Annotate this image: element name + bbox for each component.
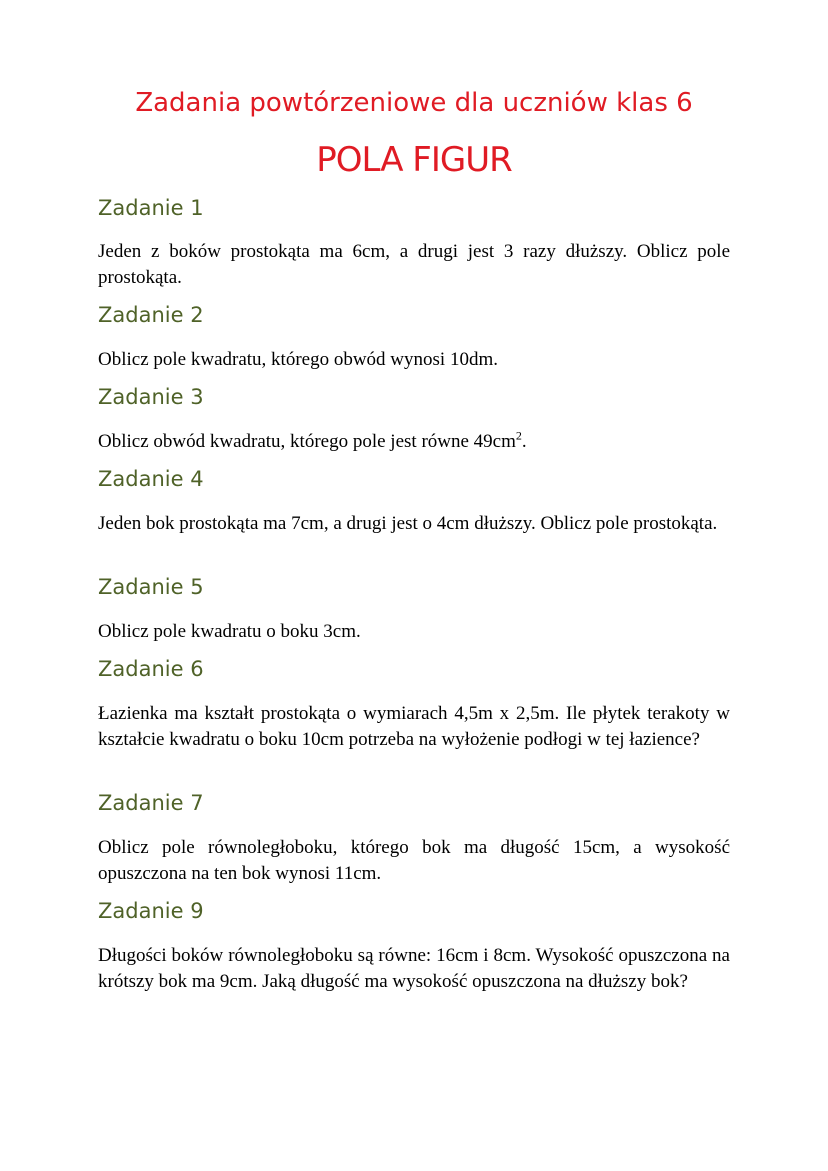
task-heading-1: Zadanie 1 [98, 196, 204, 220]
task-text-9: Długości boków równoległoboku są równe: 16cm i 8cm. Wysokość opuszczona na krótszy bok ma 9cm. Jaką długość ma wysokość opuszczona na dłuższy bok? [98, 945, 730, 992]
task-text-7: Oblicz pole równoległoboku, którego bok ma długość 15cm, a wysokość opuszczona na ten bok wynosi 11cm. [98, 837, 730, 884]
task-text-5: Oblicz pole kwadratu o boku 3cm. [98, 621, 361, 642]
task-heading-3: Zadanie 3 [98, 385, 204, 409]
task-text-2: Oblicz pole kwadratu, którego obwód wynosi 10dm. [98, 349, 498, 370]
task-heading-7: Zadanie 7 [98, 791, 204, 815]
task-heading-4: Zadanie 4 [98, 467, 204, 491]
task-heading-6: Zadanie 6 [98, 657, 204, 681]
task-text-3 [98, 429, 730, 455]
task-text-3-main: Oblicz obwód kwadratu, którego pole jest równe 49cm [98, 431, 516, 452]
page-subtitle: POLA FIGUR [316, 140, 512, 180]
task-heading-5: Zadanie 5 [98, 575, 204, 599]
page-title: Zadania powtórzeniowe dla uczniów klas 6 [135, 88, 693, 118]
task-heading-2: Zadanie 2 [98, 303, 204, 327]
task-text-6: Łazienka ma kształt prostokąta o wymiarach 4,5m x 2,5m. Ile płytek terakoty w kształcie kwadratu o boku 10cm potrzeba na wyłożenie podłogi w tej łazience? [98, 703, 730, 750]
task-text-3-superscript: 2 [515, 428, 522, 443]
task-heading-9: Zadanie 9 [98, 899, 204, 923]
task-text-4: Jeden bok prostokąta ma 7cm, a drugi jest o 4cm dłuższy. Oblicz pole prostokąta. [98, 513, 718, 534]
task-text-1: Jeden z boków prostokąta ma 6cm, a drugi jest 3 razy dłuższy. Oblicz pole prostokąta. [98, 241, 730, 288]
task-text-3-end: . [521, 431, 527, 452]
